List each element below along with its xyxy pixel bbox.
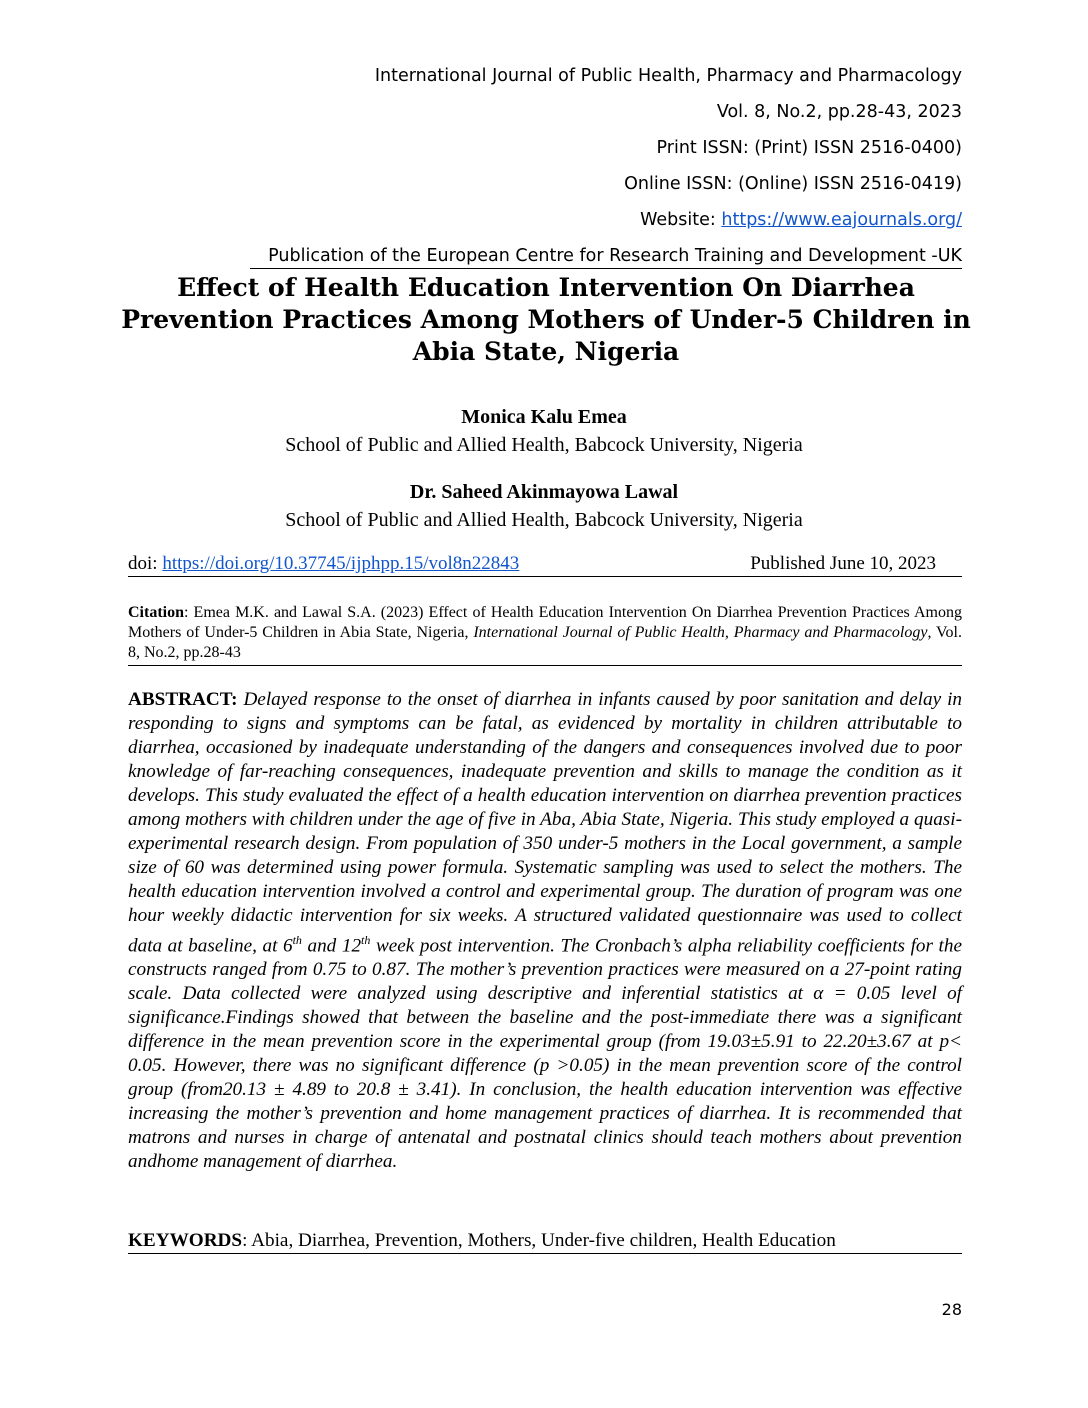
citation-label: Citation (128, 604, 184, 621)
doi-label: doi: (128, 553, 163, 574)
doi-line (128, 552, 519, 576)
citation-text: : Emea M.K. and Lawal S.A. (2023) Effect of Health Education Intervention On Diarrhea Prevention Practices Among Mothers of Under-5 Children in Abia State, Nigeria, (128, 604, 962, 641)
keywords-text: : Abia, Diarrhea, Prevention, Mothers, Under-five children, Health Education (242, 1230, 836, 1251)
journal-header (250, 58, 962, 269)
abstract-block (128, 688, 962, 1174)
online-issn: Online ISSN: (Online) ISSN 2516-0419) (624, 174, 962, 194)
journal-name: International Journal of Public Health, Pharmacy and Pharmacology (374, 66, 962, 86)
author-affiliation: School of Public and Allied Health, Babcock University, Nigeria (285, 434, 803, 456)
published-date: Published June 10, 2023 (750, 553, 936, 574)
website-label: Website: (640, 210, 722, 230)
abstract-text-2: and 12 (301, 935, 362, 957)
page-number: 28 (941, 1300, 962, 1319)
citation-journal: International Journal of Public Health, Pharmacy and Pharmacology (473, 624, 928, 641)
abstract-sup-1: th (292, 933, 302, 947)
paper-title: Effect of Health Education Intervention On Diarrhea Prevention Practices Among Mothers of Under-5 Children in Abia State, Nigeria (121, 273, 971, 366)
keywords-label: KEYWORDS (128, 1230, 243, 1251)
author-block-1 (0, 403, 1088, 459)
citation-block (128, 603, 962, 666)
doi-row (128, 552, 962, 577)
author-affiliation: School of Public and Allied Health, Babcock University, Nigeria (285, 509, 803, 531)
author-block-2 (0, 478, 1088, 534)
abstract-text-1: Delayed response to the onset of diarrhea in infants caused by poor sanitation and delay in responding to signs and symptoms can be fatal, as evidenced by mortality in children attributable to diarrhea, occasioned by inadequate understanding of the dangers and consequences involved due to poor knowledge of far-reaching consequences, inadequate prevention and skills to manage the condition as it develops. This study evaluated the effect of a health education intervention on diarrhea prevention practices among mothers with children under the age of five in Aba, Abia State, Nigeria. This study employed a quasi-experimental research design. From population of 350 under-5 mothers in the Local government, a sample size of 60 was determined using power formula. Systematic sampling was used to select the mothers. The health education intervention involved a control and experimental group. The duration of program was one hour weekly didactic intervention for six weeks. A structured validated questionnaire was used to collect data at baseline, at 6 (128, 689, 962, 957)
website-line (250, 202, 962, 238)
citation-end: , Vol. 8, No.2, pp.28-43 (128, 624, 962, 661)
author-name: Dr. Saheed Akinmayowa Lawal (409, 481, 679, 503)
journal-volume: Vol. 8, No.2, pp.28-43, 2023 (716, 102, 962, 122)
keywords-line (128, 1229, 962, 1254)
website-link[interactable]: https://www.eajournals.org/ (721, 210, 962, 230)
abstract-sup-2: th (361, 933, 371, 947)
author-name: Monica Kalu Emea (461, 406, 627, 428)
doi-link[interactable]: https://doi.org/10.37745/ijphpp.15/vol8n22843 (162, 553, 520, 574)
publisher-line: Publication of the European Centre for Research Training and Development -UK (250, 238, 962, 269)
abstract-label: ABSTRACT: (128, 689, 238, 710)
print-issn: Print ISSN: (Print) ISSN 2516-0400) (656, 138, 962, 158)
abstract-text-3: week post intervention. The Cronbach’s alpha reliability coefficients for the constructs ranged from 0.75 to 0.87. The mother’s prevention practices were measured on a 27-point rating scale. Data collected were analyzed using descriptive and inferential statistics at α = 0.05 level of significance.Findings showed that between the baseline and the post-immediate there was a significant difference in the mean prevention score in the experimental group (from 19.03±5.91 to 22.20±3.67 at p< 0.05. However, there was no significant difference (p >0.05) in the mean prevention score of the control group (from20.13 ± 4.89 to 20.8 ± 3.41). In conclusion, the health education intervention was effective increasing the mother’s prevention and home management practices of diarrhea. It is recommended that matrons and nurses in charge of antenatal and postnatal clinics should teach mothers about prevention andhome management of diarrhea. (128, 935, 962, 1173)
